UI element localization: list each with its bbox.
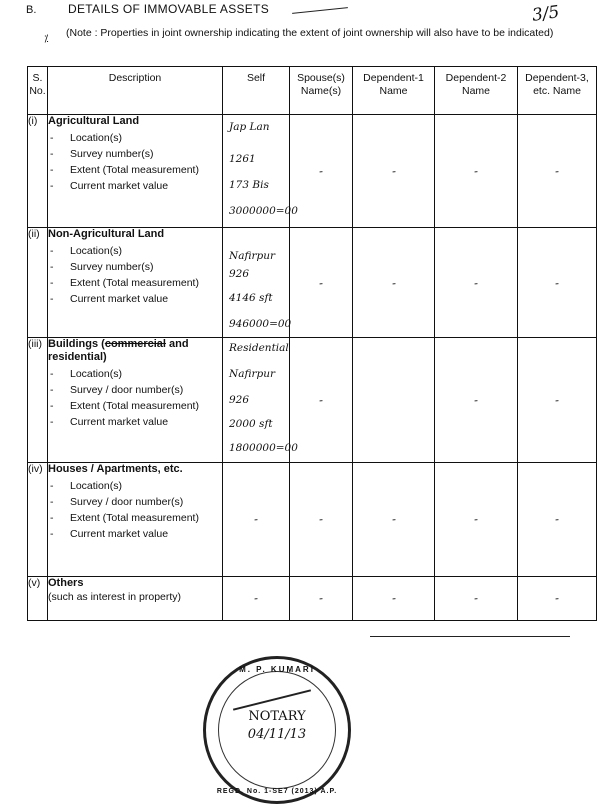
dependent1-cell: [353, 115, 435, 228]
dash-mark: -: [554, 392, 560, 408]
category-title: Houses / Apartments, etc.: [48, 462, 183, 475]
row-description: [48, 338, 223, 462]
dash-mark: -: [473, 591, 479, 606]
dependent2-cell: [435, 115, 518, 228]
handwritten-value: 1261: [229, 153, 256, 166]
row-description: [48, 576, 223, 620]
handwritten-value: 4146 sft: [229, 292, 273, 305]
list-item: - Current market value: [48, 416, 222, 429]
col-dependent2-header: Dependent-2 Name: [435, 67, 518, 115]
header-row: [28, 67, 597, 115]
notary-seal: [203, 656, 351, 804]
handwritten-value: 3000000=00: [229, 205, 298, 218]
dependent3-cell: [518, 338, 597, 462]
handwritten-value: Residential: [229, 342, 289, 355]
list-item: - Extent (Total measurement): [48, 400, 222, 413]
row-description: [48, 462, 223, 576]
handwritten-value: 173 Bis: [229, 179, 269, 192]
dependent3-cell: [518, 228, 597, 338]
spouse-cell: [290, 115, 353, 228]
self-cell: [223, 115, 298, 228]
category-title: Others: [48, 576, 84, 589]
list-item: - Current market value: [48, 293, 222, 306]
title-part: Buildings (: [48, 338, 105, 351]
handwritten-stroke: [292, 7, 348, 14]
row-number: (iii): [28, 338, 48, 462]
dash-mark: -: [253, 591, 259, 606]
self-cell: [223, 462, 290, 576]
table-row: [28, 115, 597, 228]
handwritten-value: Jap Lan: [229, 121, 270, 134]
seal-top-text: M. P. KUMARI: [239, 665, 315, 674]
list-item: - Location(s): [48, 480, 222, 493]
row-description: [48, 228, 223, 338]
table-row: [28, 462, 597, 576]
dependent1-cell: [353, 462, 435, 576]
dependent3-cell: [518, 462, 597, 576]
list-item: - Survey number(s): [48, 148, 222, 161]
dependent1-cell: [353, 338, 435, 462]
dependent1-cell: [353, 228, 435, 338]
category-subtitle: (such as interest in property): [48, 590, 182, 603]
self-cell: [223, 576, 290, 620]
col-dependent1-header: Dependent-1 Name: [353, 67, 435, 115]
handwritten-value: Nafirpur: [229, 250, 275, 263]
col-sno-header: S. No.: [28, 67, 48, 115]
row-description: [48, 115, 223, 228]
row-number: (ii): [28, 228, 48, 338]
dash-mark: -: [391, 164, 396, 179]
handwritten-value: 946000=00: [229, 318, 292, 331]
immovable-assets-table: [27, 66, 597, 621]
dash-mark: -: [473, 275, 479, 290]
page-mark: 3/5: [530, 2, 561, 26]
handwritten-value: 2000 sft: [229, 418, 273, 431]
list-item: - Current market value: [48, 528, 222, 541]
list-item: - Extent (Total measurement): [48, 164, 222, 177]
self-cell: [223, 228, 290, 338]
dependent3-cell: [518, 576, 597, 620]
handwritten-value: Nafirpur: [229, 368, 275, 381]
dash-mark: -: [391, 512, 396, 527]
table-row: [28, 228, 597, 338]
col-description-header: Description: [48, 67, 223, 115]
dash-mark: -: [318, 392, 324, 408]
seal-bottom-text: REGD. No. 1-SE7 (2013) A.P.: [216, 788, 338, 795]
list-item: - Location(s): [48, 368, 222, 381]
handwritten-value: 926: [229, 268, 250, 281]
dash-mark: -: [391, 275, 396, 290]
dependent2-cell: [435, 338, 518, 462]
dash-mark: -: [554, 275, 560, 290]
signature-line: [370, 636, 570, 637]
handwritten-value: 926: [229, 394, 250, 407]
list-item: - Location(s): [48, 245, 222, 258]
dash-mark: -: [473, 164, 479, 179]
self-cell: [223, 338, 298, 462]
handwritten-value: 1800000=00: [229, 442, 298, 455]
row-number: (i): [28, 115, 48, 228]
section-letter: B.: [26, 4, 37, 16]
dash-mark: -: [318, 275, 324, 290]
dash-mark: -: [554, 512, 560, 527]
title-part: and residential): [48, 338, 189, 364]
col-spouse-header: Spouse(s) Name(s): [290, 67, 353, 115]
col-self-header: Self: [223, 67, 290, 115]
row-number: (iv): [28, 462, 48, 576]
spouse-cell: [290, 338, 353, 462]
dash-mark: -: [554, 164, 560, 179]
dependent1-cell: [353, 576, 435, 620]
table-row: [28, 576, 597, 620]
dash-mark: -: [318, 591, 324, 606]
dash-mark: -: [253, 512, 259, 527]
list-item: - Extent (Total measurement): [48, 512, 222, 525]
category-title: Non-Agricultural Land: [48, 228, 165, 241]
note-text: (Note : Properties in joint ownership indicating the extent of joint ownership will also have to be indicated): [66, 27, 554, 39]
col-dependent3-header: Dependent-3, etc. Name: [518, 67, 597, 115]
spouse-cell: [290, 576, 353, 620]
list-item: - Current market value: [48, 180, 222, 193]
row-number: (v): [28, 576, 48, 620]
spouse-cell: [290, 462, 353, 576]
dependent2-cell: [435, 462, 518, 576]
note-marker: ⁒: [44, 34, 49, 45]
category-title: Agricultural Land: [48, 115, 140, 128]
list-item: - Survey / door number(s): [48, 384, 222, 397]
dependent2-cell: [435, 228, 518, 338]
dash-mark: -: [473, 392, 479, 408]
spouse-cell: [290, 228, 353, 338]
section-title: DETAILS OF IMMOVABLE ASSETS: [68, 2, 270, 16]
dash-mark: -: [318, 512, 324, 527]
dash-mark: -: [473, 512, 479, 527]
dash-mark: -: [391, 591, 396, 606]
struck-word: commercial: [104, 338, 166, 351]
dash-mark: -: [318, 164, 324, 179]
dependent2-cell: [435, 576, 518, 620]
table-row: [28, 338, 597, 462]
list-item: - Location(s): [48, 132, 222, 145]
category-title: [48, 338, 222, 364]
dash-mark: -: [554, 591, 560, 606]
list-item: - Extent (Total measurement): [48, 277, 222, 290]
seal-date: 04/11/13: [247, 727, 307, 742]
seal-notary-word: NOTARY: [248, 709, 306, 724]
list-item: - Survey / door number(s): [48, 496, 222, 509]
list-item: - Survey number(s): [48, 261, 222, 274]
dependent3-cell: [518, 115, 597, 228]
